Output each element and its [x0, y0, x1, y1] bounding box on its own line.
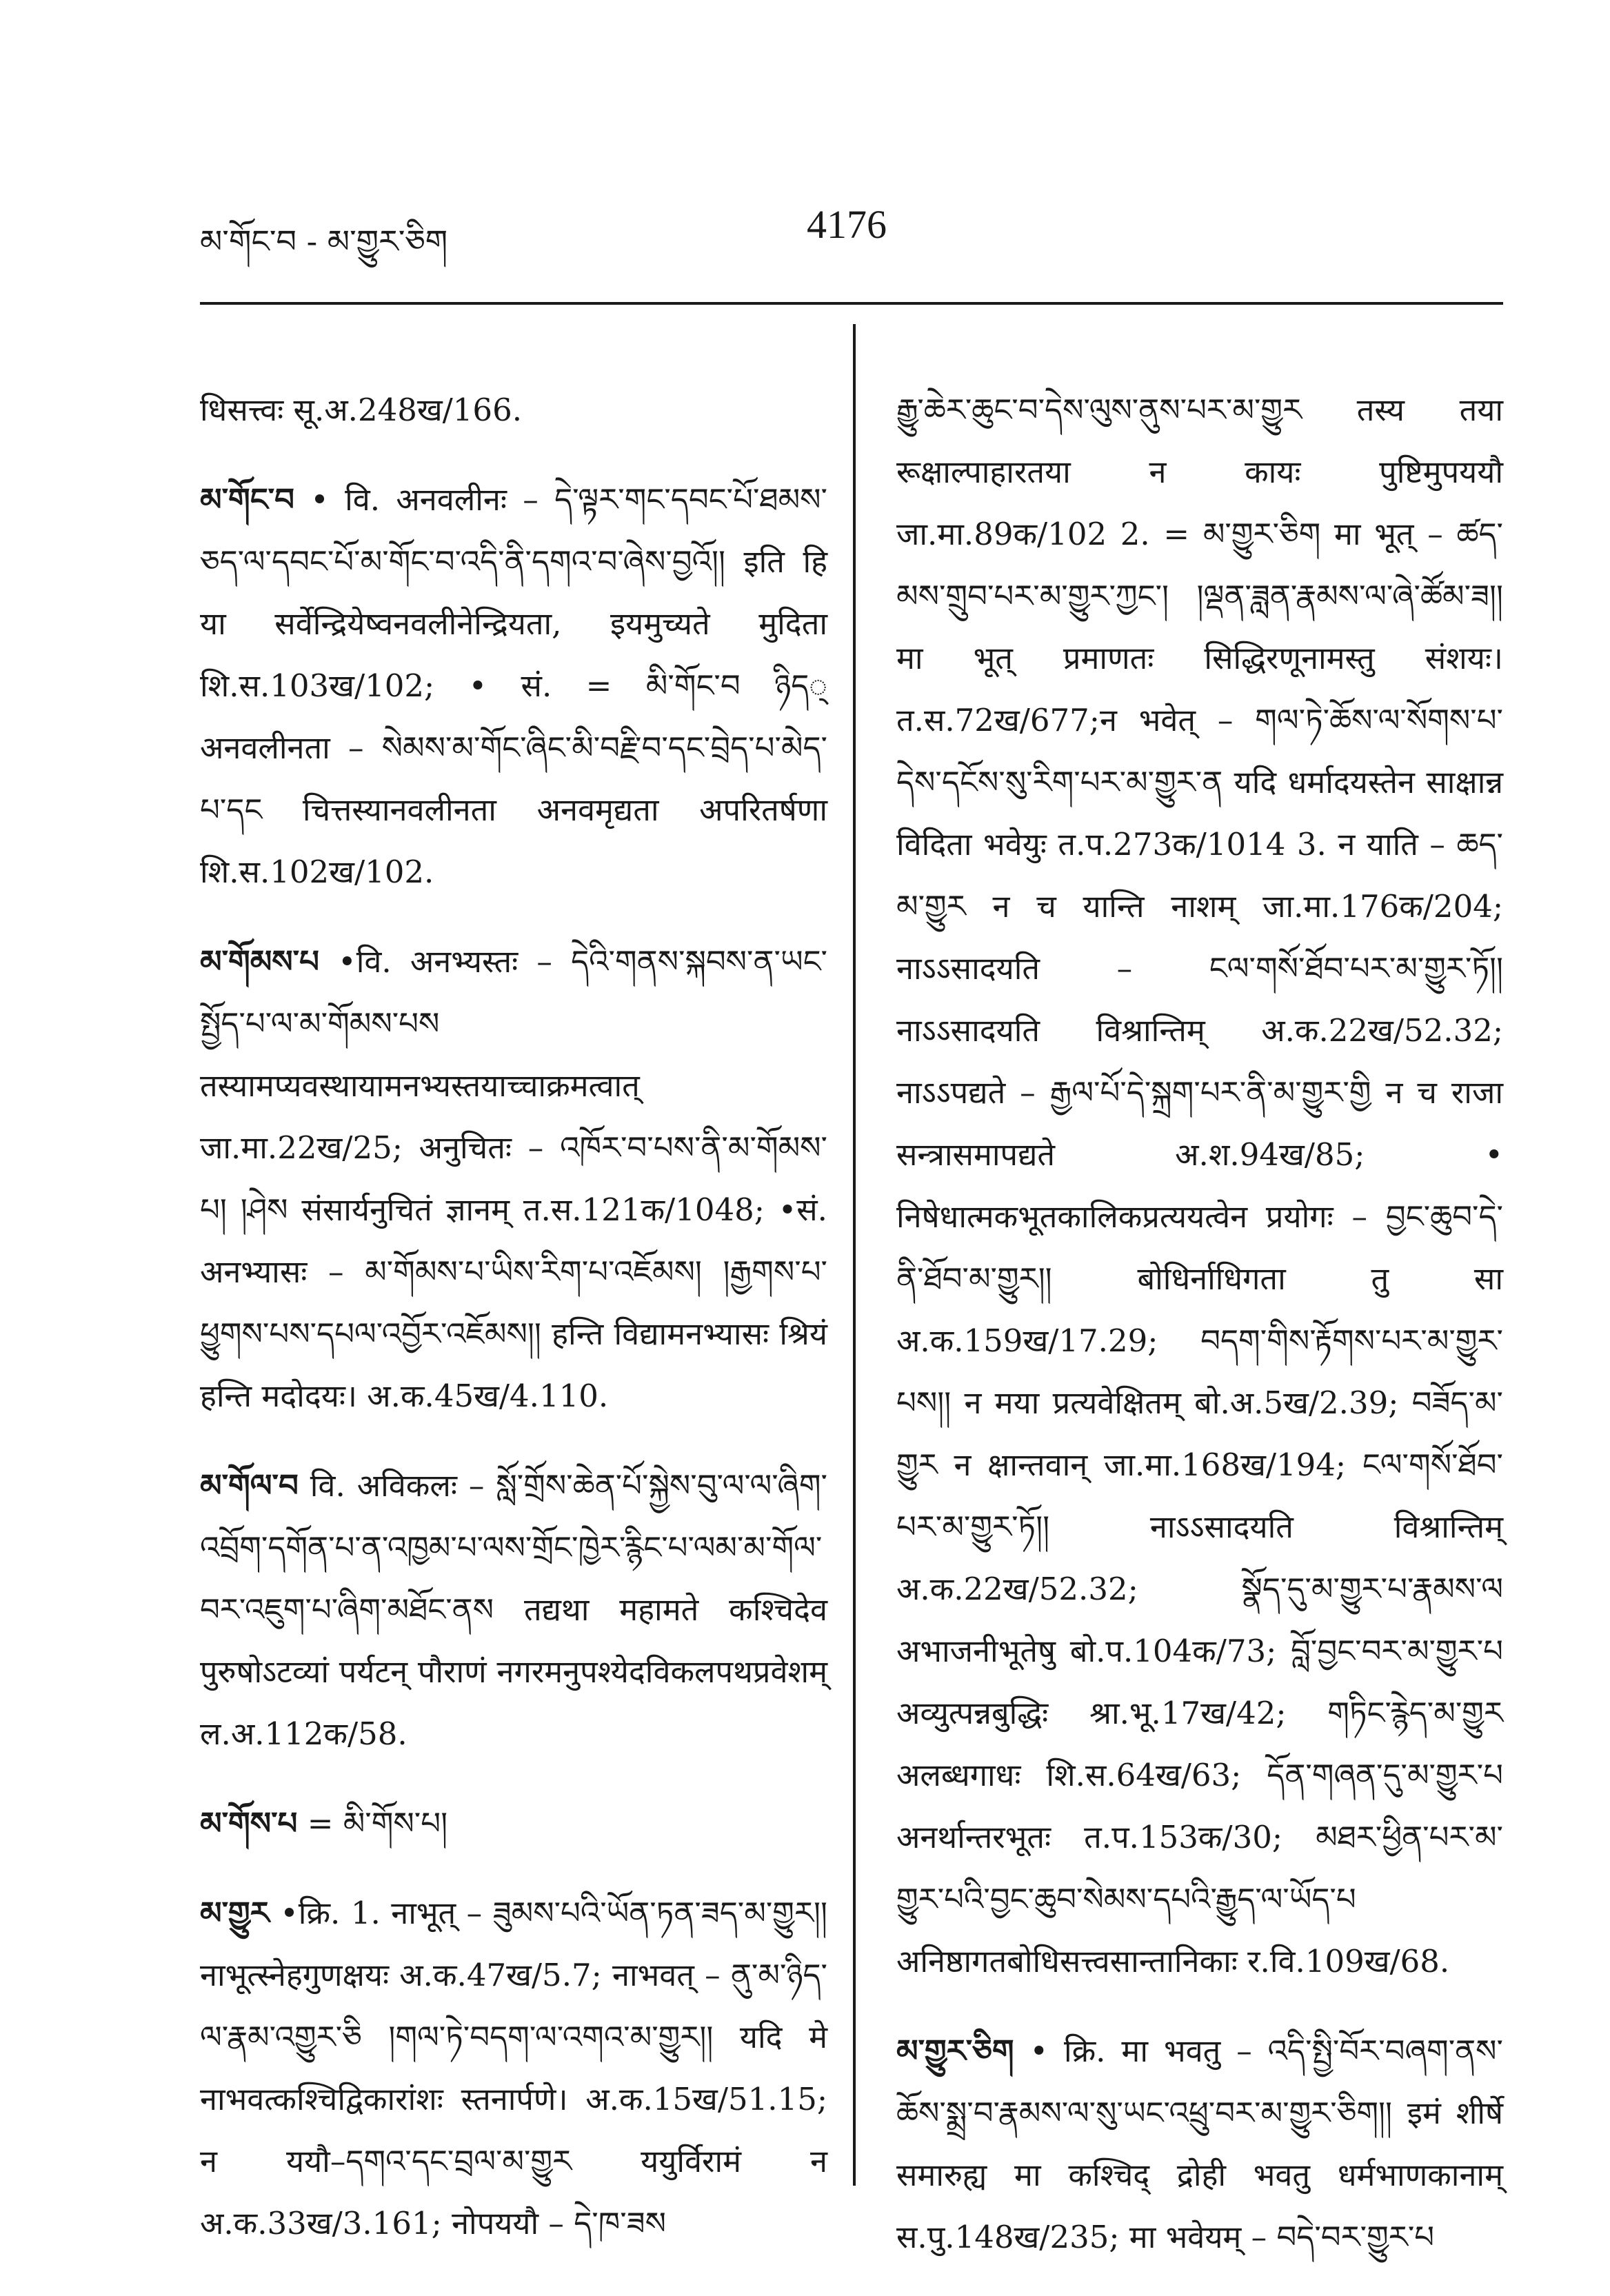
dictionary-entry [200, 931, 827, 1427]
entry-headword: མ་གོལ་བ [200, 1467, 299, 1504]
left-column [200, 348, 827, 2282]
dictionary-entry [200, 1455, 827, 1765]
entry-body: •वि. अनभ्यस्तः – དེའི་གནས་སྐབས་ན་ཡང་སྤྱོད་པ་ལ་མ་གོམས་པས तस्यामप्यवस्थायामनभ्यस्तयाच्चाक्रमत्वात् जा.मा.22ख/25; अनुचितः – འཁོར་བ་པས་ནི་མ་གོམས་པ། །ཤེས संसार्यनुचितं ज्ञानम् त.स.121क/1048; •सं. अनभ्यासः – མ་གོམས་པ་ཡིས་རིག་པ་འཇོམས། །རྒྱགས་པ་ཕྱུགས་པས་དཔལ་འབྱོར་འཇོམས།། हन्ति विद्यामनभ्यासः श्रियं हन्ति मदोदयः। अ.क.45ख/4.110. [200, 943, 828, 1414]
entry-headword: མ་གོས་པ [200, 1805, 298, 1842]
entry-headword: མ་གོམས་པ [200, 943, 319, 980]
entry-headword: མ་གོང་བ [200, 481, 294, 518]
page-number: 4176 [807, 202, 887, 247]
entry-body: •क्रि. 1. नाभूत् – ཟུམས་པའི་ཡོན་ཏན་ཟད་མ་གྱུར།། नाभूत्स्नेहगुणक्षयः अ.क.47ख/5.7; नाभवत् – ནུ་མ་ཉིད་ལ་རྣམ་འགྱུར་ཅི །གལ་ཏེ་བདག་ལ་འགའ་མ་གྱུར།། यदि मे नाभवत्कश्चिद्विकारांशः स्तनार्पणे। अ.क.15ख/51.15; न ययौ–དགའ་དང་བྲལ་མ་གྱུར ययुर्विरामं न अ.क.33ख/3.161; नोपययौ – དེ་ཁ་ཟས [200, 1895, 827, 2242]
dictionary-entry [200, 1793, 827, 1855]
right-column [896, 348, 1503, 2296]
entry-headword: མ་གྱུར་ཅིག [896, 2033, 1014, 2069]
running-head: མ་གོང་བ - མ་གྱུར་ཅིག [200, 223, 448, 260]
entry-body: वि. अविकलः – སློ་གྲོས་ཆེན་པོ་སྐྱེས་བུ་ལ་ལ་ཞིག་འབྲོག་དགོན་པ་ན་འཁྱམ་པ་ལས་གྲོང་ཁྱེར་རྙིང་པ་ལམ་མ་གོལ་བར་འཇུག་པ་ཞིག་མཐོང་ནས तद्यथा महामते कश्चिदेव पुरुषोऽटव्यां पर्यटन् पौराणं नगरमनुपश्येदविकलपथप्रवेशम् ल.अ.112क/58. [200, 1467, 827, 1752]
entry-body: • क्रि. मा भवतु – འདི་སྤྱི་བོར་བཞག་ནས་ཆོས་སྨྲ་བ་རྣམས་ལ་སུ་ཡང་འཕྲུ་བར་མ་གྱུར་ཅིག།། इमं शीर्षे समारुह्य मा कश्चिद् द्रोही भवतु धर्मभाणकानाम् स.पु.148ख/235; मा भवेयम् – བདེ་བར་གྱུར་པ [896, 2033, 1503, 2255]
continuation-text: རྒྱུ་ཆེར་ཆུང་བ་དེས་ལུས་ནུས་པར་མ་གྱུར तस्य तया रूक्षाल्पाहारतया न कायः पुष्टिमुपययौ जा.मा.89क/102 2. = མ་གྱུར་ཅིག मा भूत् – ཚད་མས་གྲུབ་པར་མ་གྱུར་ཀྱང་། །ལྡན་ཟླན་རྣམས་ལ་ཞེ་ཚོམ་ཟ།། मा भूत् प्रमाणतः सिद्धिरणूनामस्तु संशयः। त.स.72ख/677;न भवेत् – གལ་ཏེ་ཆོས་ལ་སོགས་པ་དེས་དངོས་སུ་རིག་པར་མ་གྱུར་ན यदि धर्मादयस्तेन साक्षान्न विदिता भवेयुः त.प.273क/1014 3. न याति – ཆད་མ་གྱུར न च यान्ति नाशम् जा.मा.176क/204; नाऽऽसादयति – ངལ་གསོ་ཐོབ་པར་མ་གྱུར་ཏོ།། नाऽऽसादयति विश्रान्तिम् अ.क.22ख/52.32; नाऽऽपद्यते – རྒྱལ་པོ་དེ་སྐྲག་པར་ནི་མ་གྱུར་གྱི न च राजा सन्त्रासमापद्यते अ.श.94ख/85; • निषेधात्मकभूतकालिकप्रत्ययत्वेन प्रयोगः – བྱང་ཆུབ་དེ་ནི་ཐོབ་མ་གྱུར།། बोधिर्नाधिगता तु सा अ.क.159ख/17.29; བདག་གིས་རྟོགས་པར་མ་གྱུར་པས།། न मया प्रत्यवेक्षितम् बो.अ.5ख/2.39; བཟོད་མ་གྱུར न क्षान्तवान् जा.मा.168ख/194; ངལ་གསོ་ཐོབ་པར་མ་གྱུར་ཏོ།། नाऽऽसादयति विश्रान्तिम् अ.क.22ख/52.32; སྣོད་དུ་མ་གྱུར་པ་རྣམས་ལ अभाजनीभूतेषु बो.प.104क/73; བློ་བྱང་བར་མ་གྱུར་པ अव्युत्पन्नबुद्धिः श्रा.भू.17ख/42; གཏིང་རྙེད་མ་གྱུར अलब्धगाधः शि.स.64ख/63; དོན་གཞན་དུ་མ་གྱུར་པ अनर्थान्तरभूतः त.प.153क/30; མཐར་ཕྱིན་པར་མ་གྱུར་པའི་བྱང་ཆུབ་སེམས་དཔའི་རྒྱུད་ལ་ཡོད་པ अनिष्ठागतबोधिसत्त्वसान्तानिकाः र.वि.109ख/68. [896, 392, 1503, 1980]
column-divider [853, 324, 856, 2186]
dictionary-entry [200, 1882, 827, 2255]
entry-body: • वि. अनवलीनः – དེ་ལྟར་གང་དབང་པོ་ཐམས་ཅད་ལ་དབང་པོ་མ་གོང་བ་འདི་ནི་དགའ་བ་ཞེས་བྱའོ།། इति हि या सर्वेन्द्रियेष्वनवलीनेन्द्रियता, इयमुच्यते मुदिता शि.स.103ख/102; • सं. = མི་གོང་བ ཉིད् अनवलीनता – སེམས་མ་གོང་ཞིང་མི་བརྗི་བ་དང་བྲེད་པ་མེད་པ་དང चित्तस्यानवलीनता अनवमृद्यता अपरितर्षणा शि.स.102ख/102. [200, 481, 827, 890]
dictionary-entry [200, 469, 827, 903]
header-rule [200, 302, 1503, 305]
dictionary-entry [896, 2020, 1503, 2268]
entry-body: = མི་གོས་པ། [307, 1805, 448, 1842]
entry-headword: མ་གྱུར [200, 1895, 270, 1931]
continuation-text: धिसत्त्वः सू.अ.248ख/166. [200, 392, 523, 428]
